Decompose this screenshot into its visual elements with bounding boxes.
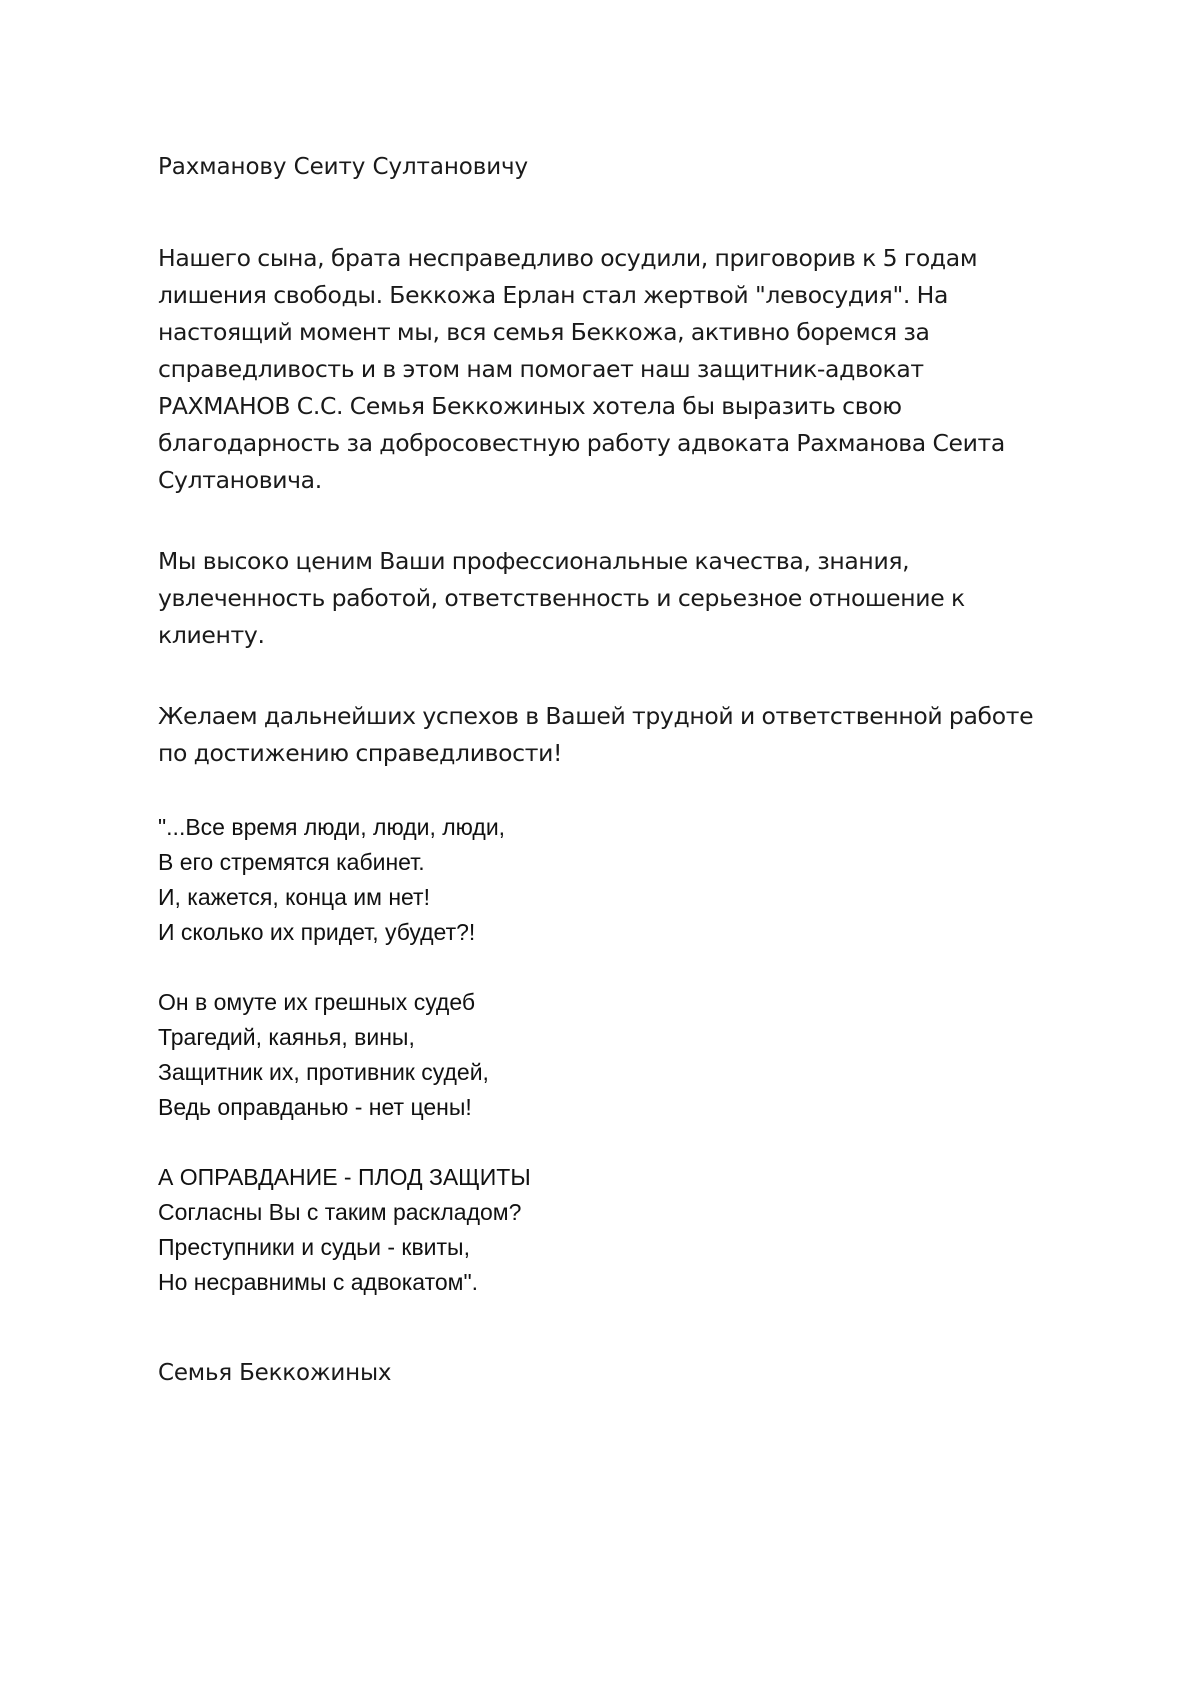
poem-line: Но несравнимы с адвокатом". — [158, 1269, 479, 1295]
paragraph-appreciation: Мы высоко ценим Ваши профессиональные качества, знания, увлеченность работой, ответственность и серьезное отношение к клиенту. — [158, 547, 965, 649]
spacer — [158, 184, 1038, 240]
poem-line: В его стремятся кабинет. — [158, 849, 425, 875]
poem-stanza-1 — [158, 810, 1038, 950]
spacer — [158, 654, 1038, 698]
poem-line: Ведь оправданью - нет цены! — [158, 1094, 472, 1120]
poem-line: Он в омуте их грешных судеб — [158, 989, 476, 1015]
poem-line: И, кажется, конца им нет! — [158, 884, 430, 910]
spacer — [158, 499, 1038, 543]
poem-stanza-2 — [158, 985, 1038, 1125]
poem-line: Преступники и судьи - квиты, — [158, 1234, 470, 1260]
poem-line: Согласны Вы с таким раскладом? — [158, 1199, 522, 1225]
paragraph-wishes: Желаем дальнейших успехов в Вашей трудной и ответственной работе по достижению справедливости! — [158, 702, 1034, 767]
document-body — [158, 150, 1038, 1390]
poem-line: А ОПРАВДАНИЕ - ПЛОД ЗАЩИТЫ — [158, 1164, 531, 1190]
signature: Семья Беккожиных — [158, 1360, 392, 1386]
spacer — [158, 1300, 1038, 1356]
poem-line: Трагедий, каянья, вины, — [158, 1024, 415, 1050]
paragraph-gratitude-intro: Нашего сына, брата несправедливо осудили, приговорив к 5 годам лишения свободы. Беккожа Ерлан стал жертвой "левосудия". На настоящий момент мы, вся семья Беккожа, активно боремся за справедливость и в этом нам помогает наш защитник-адвокат РАХМАНОВ С.С. Семья Беккожиных хотела бы выразить свою благодарность за добросовестную работу адвоката Рахманова Сеита Султановича. — [158, 244, 1005, 494]
poem-stanza-3 — [158, 1160, 1038, 1300]
spacer — [158, 772, 1038, 810]
poem-line: И сколько их придет, убудет?! — [158, 919, 476, 945]
poem-line: "...Все время люди, люди, люди, — [158, 814, 506, 840]
poem — [158, 810, 1038, 1300]
poem-line: Защитник их, противник судей, — [158, 1059, 489, 1085]
salutation: Рахманову Сеиту Султановичу — [158, 154, 529, 180]
